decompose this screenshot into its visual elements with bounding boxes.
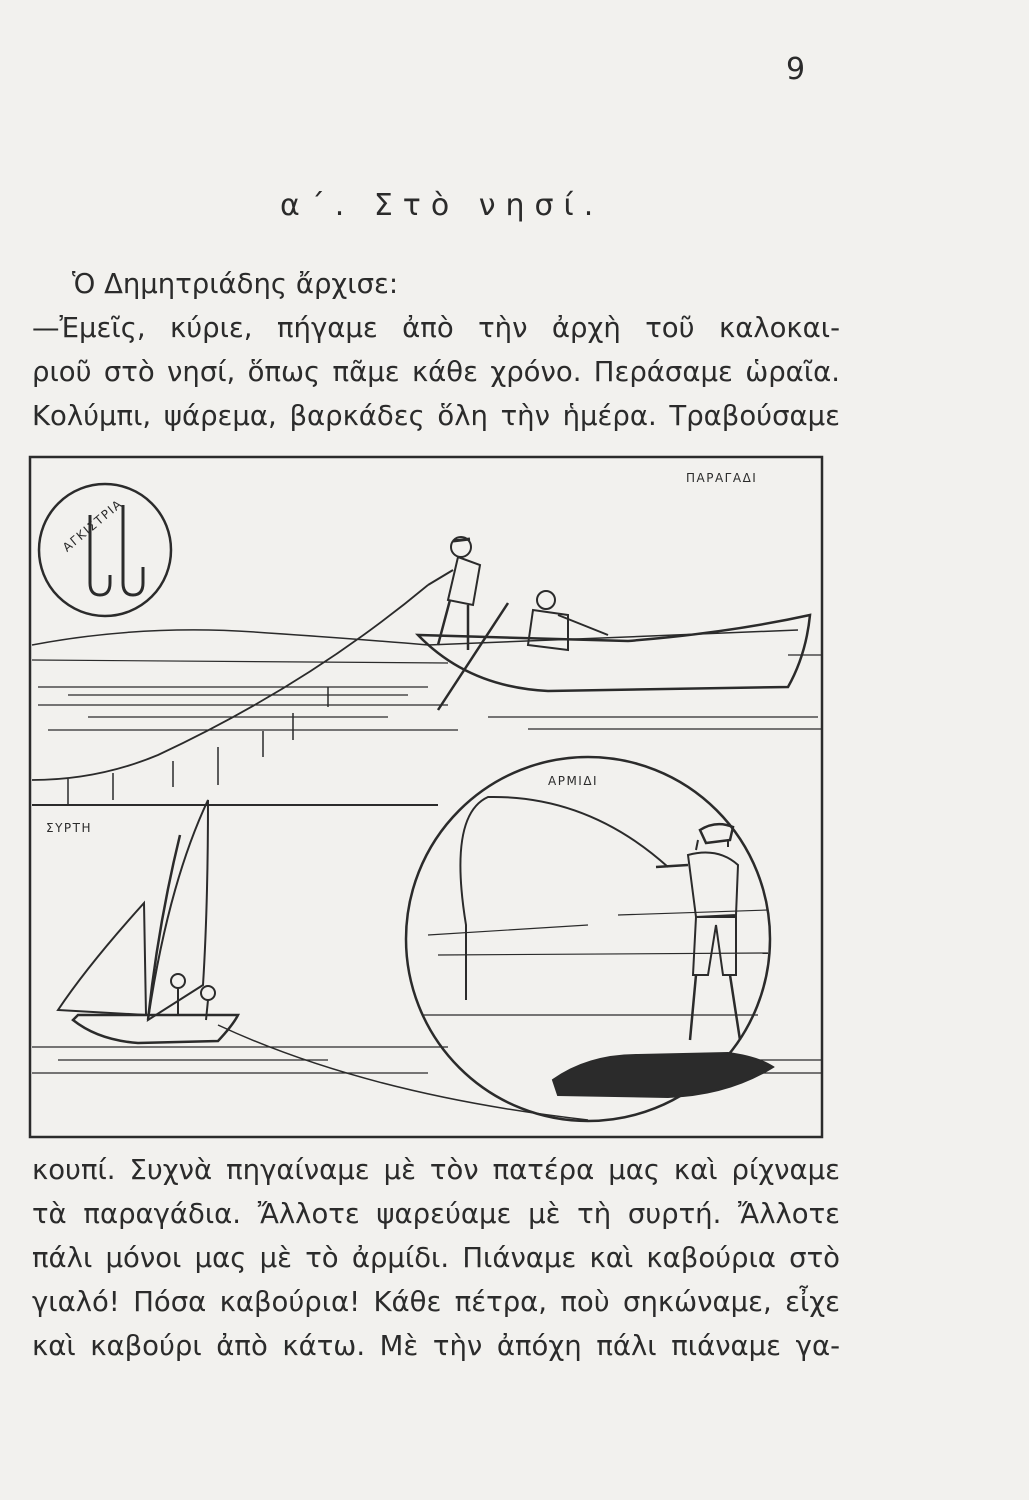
text-line: Ὁ Δημητριάδης ἄρχισε: bbox=[72, 268, 399, 300]
agkistria-label: ΑΓΚΙΣΤΡΙΑ bbox=[59, 496, 126, 555]
sailing-boat bbox=[58, 800, 588, 1120]
armidi-label: ΑΡΜΙΔΙ bbox=[548, 774, 599, 788]
text-line: Κολύμπι, ψάρεμα, βαρκάδες ὅλη τὴν ἡμέρα. Τραβούσαμε bbox=[32, 400, 840, 432]
text-line: γιαλό! Πόσα καβούρια! Κάθε πέτρα, ποὺ σηκώναμε, εἶχε bbox=[32, 1286, 840, 1318]
rod-fishing-medallion bbox=[406, 757, 773, 1121]
hooks-medallion bbox=[39, 484, 171, 616]
intro-paragraph bbox=[32, 262, 840, 438]
text-line: πάλι μόνοι μας μὲ τὸ ἀρμίδι. Πιάναμε καὶ καβούρια στὸ bbox=[32, 1242, 840, 1274]
text-line: κουπί. Συχνὰ πηγαίναμε μὲ τὸν πατέρα μας καὶ ρίχναμε bbox=[32, 1154, 840, 1186]
rowing-boat bbox=[418, 537, 810, 710]
page-number: 9 bbox=[786, 52, 806, 87]
text-line: —Ἐμεῖς, κύριε, πήγαμε ἀπὸ τὴν ἀρχὴ τοῦ καλοκαι- bbox=[32, 312, 840, 344]
text-line: καὶ καβούρι ἀπὸ κάτω. Μὲ τὴν ἀπόχη πάλι πιάναμε γα- bbox=[32, 1330, 840, 1362]
fishing-illustration bbox=[28, 455, 826, 1145]
text-line: τὰ παραγάδια. Ἄλλοτε ψαρεύαμε μὲ τὴ συρτή. Ἄλλοτε bbox=[32, 1198, 840, 1230]
paragadi-label: ΠΑΡΑΓΑΔΙ bbox=[686, 471, 758, 485]
chapter-title: α΄. Στὸ νησί. bbox=[280, 188, 604, 223]
syrti-label: ΣΥΡΤΗ bbox=[46, 821, 93, 835]
continuation-paragraph bbox=[32, 1148, 840, 1368]
text-line: ριοῦ στὸ νησί, ὅπως πᾶμε κάθε χρόνο. Περάσαμε ὡραῖα. bbox=[32, 356, 840, 388]
